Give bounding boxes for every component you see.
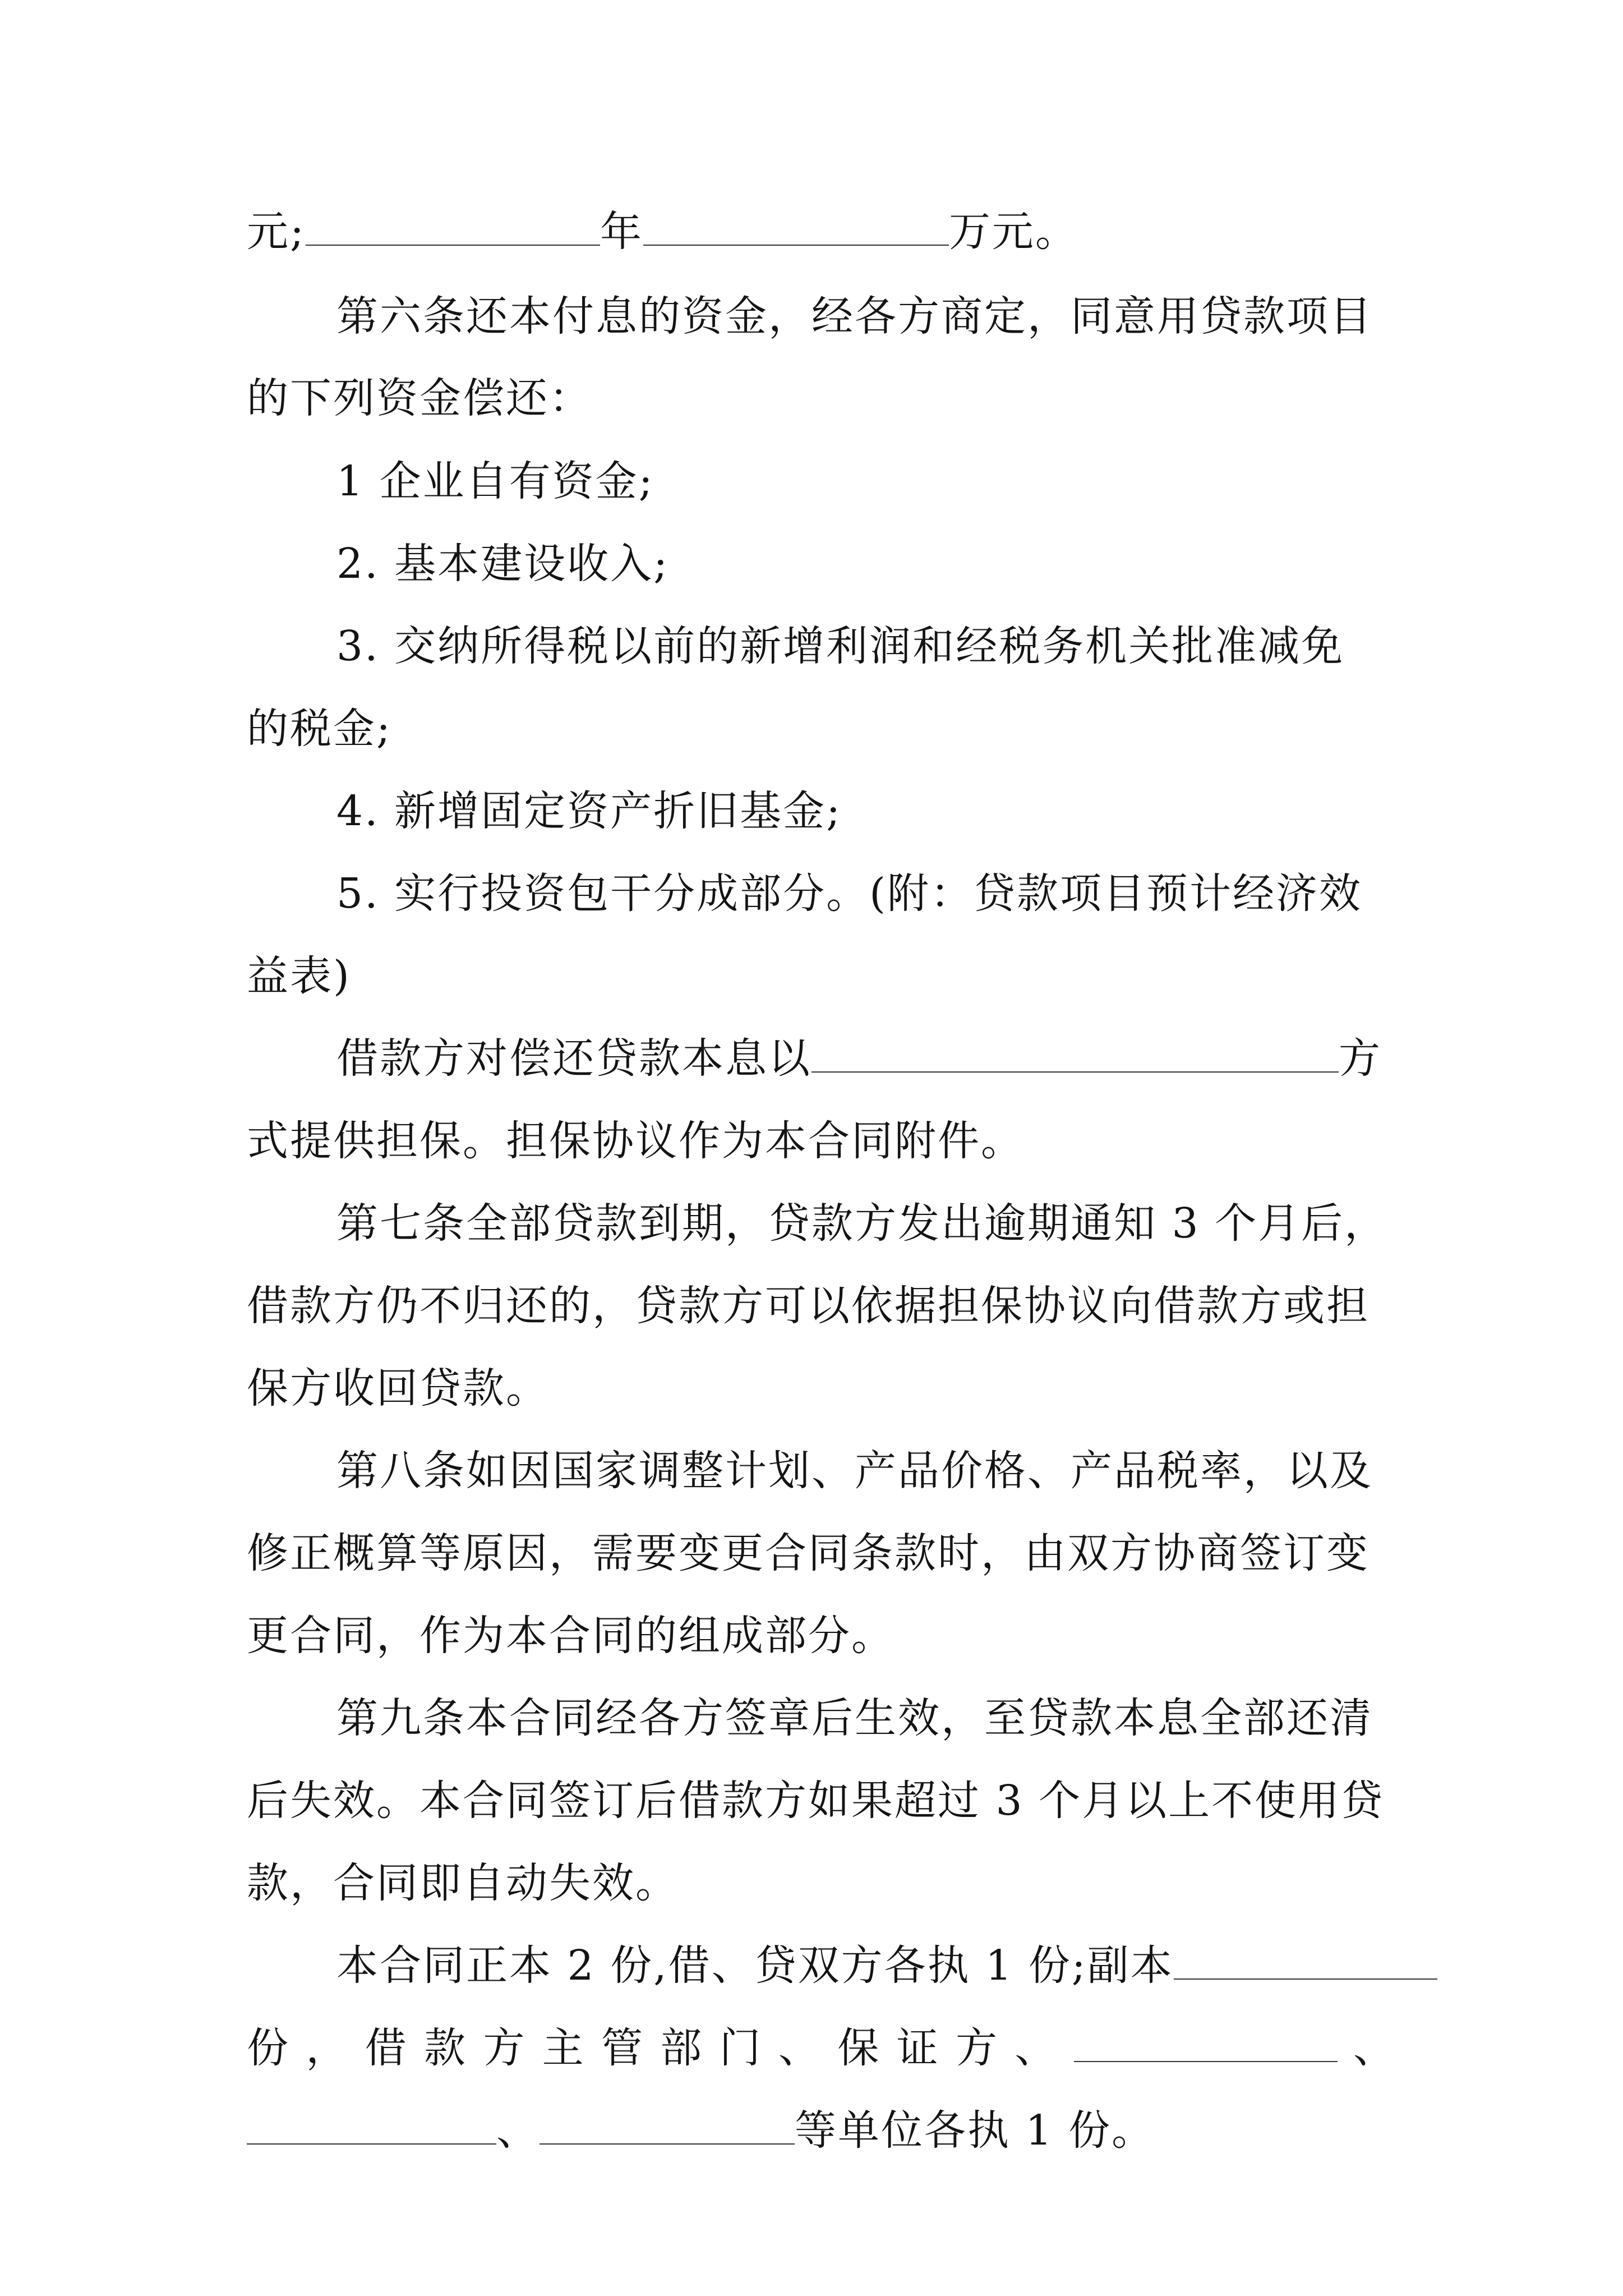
blank-field [540, 2104, 795, 2145]
copies-line-2 [247, 2020, 1396, 2076]
article-6-item-3-line-1: 3. 交纳所得税以前的新增利润和经税务机关批准减免 [336, 622, 1345, 670]
article-7-line-2: 借款方仍不归还的，贷款方可以依据担保协议向借款方或担 [247, 1282, 1370, 1330]
guarantee-line-1 [336, 1030, 1396, 1087]
blank-field [643, 205, 949, 246]
copies-text: 本合同正本 2 份,借、贷双方各执 1 份;副本 [336, 1941, 1174, 1990]
article-6-line-2: 的下列资金偿还： [247, 374, 592, 422]
article-8-line-2: 修正概算等原因，需要变更合同条款时，由双方协商签订变 [247, 1529, 1370, 1577]
copies-char: 管 [601, 2024, 644, 2072]
article-6-item-3-line-2: 的税金; [247, 705, 392, 753]
blank-field [1174, 1939, 1437, 1980]
copies-char: 方 [483, 2024, 527, 2072]
guarantee-text-end: 方 [1339, 1034, 1382, 1083]
copies-char: 借 [365, 2024, 408, 2072]
article-6-item-5-line-2: 益表) [247, 952, 351, 1000]
article-9-line-2: 后失效。本合同签订后借款方如果超过 3 个月以上不使用贷 [247, 1777, 1385, 1825]
article-9-line-1: 第九条本合同经各方签章后生效，至贷款本息全部还清 [336, 1694, 1373, 1742]
article-8-line-1: 第八条如因国家调整计划、产品价格、产品税率，以及 [336, 1447, 1373, 1495]
copies-char: 部 [660, 2024, 704, 2072]
copies-char: 方 [955, 2024, 999, 2072]
article-8-line-3: 更合同，作为本合同的组成部分。 [247, 1612, 895, 1660]
copies-text-end: 等单位各执 1 份。 [795, 2106, 1155, 2155]
copies-char: 款 [423, 2024, 467, 2072]
article-7-line-1: 第七条全部贷款到期，贷款方发出逾期通知 3 个月后， [336, 1199, 1388, 1248]
copies-line-3 [247, 2102, 1396, 2159]
copies-char: 证 [896, 2024, 940, 2072]
guarantee-text: 借款方对偿还贷款本息以 [336, 1034, 811, 1083]
article-9-line-3: 款，合同即自动失效。 [247, 1859, 679, 1907]
article-6-line-1: 第六条还本付息的资金，经各方商定，同意用贷款项目 [336, 292, 1373, 341]
copies-line-1 [336, 1938, 1396, 1994]
text-year: 年 [600, 208, 643, 256]
blank-field [247, 2104, 496, 2145]
blank-field [306, 205, 600, 246]
guarantee-line-2: 式提供担保。担保协议作为本合同附件。 [247, 1117, 1024, 1165]
article-7-line-3: 保方收回贷款。 [247, 1364, 549, 1412]
payment-schedule-line [247, 204, 1396, 260]
copies-char: ， [306, 2024, 349, 2072]
article-6-item-5-line-1: 5. 实行投资包干分成部分。(附：贷款项目预计经济效 [336, 869, 1362, 918]
copies-char: 门 [719, 2024, 763, 2072]
copies-char: 份 [247, 2024, 290, 2072]
blank-field [811, 1032, 1339, 1073]
copies-char: 保 [837, 2024, 881, 2072]
article-6-item-1: 1 企业自有资金; [336, 457, 654, 505]
text-yuan: 元; [247, 208, 306, 256]
text-wan-yuan: 万元。 [948, 208, 1078, 256]
article-6-item-2: 2. 基本建设收入; [336, 540, 670, 588]
blank-field [1074, 2022, 1338, 2062]
copies-char: 主 [542, 2024, 585, 2072]
copies-char: 、 [1353, 2024, 1396, 2072]
copies-char: 、 [778, 2024, 822, 2072]
copies-char: 、 [1015, 2024, 1058, 2072]
copies-sep: 、 [496, 2106, 540, 2155]
article-6-item-4: 4. 新增固定资产折旧基金; [336, 787, 842, 835]
